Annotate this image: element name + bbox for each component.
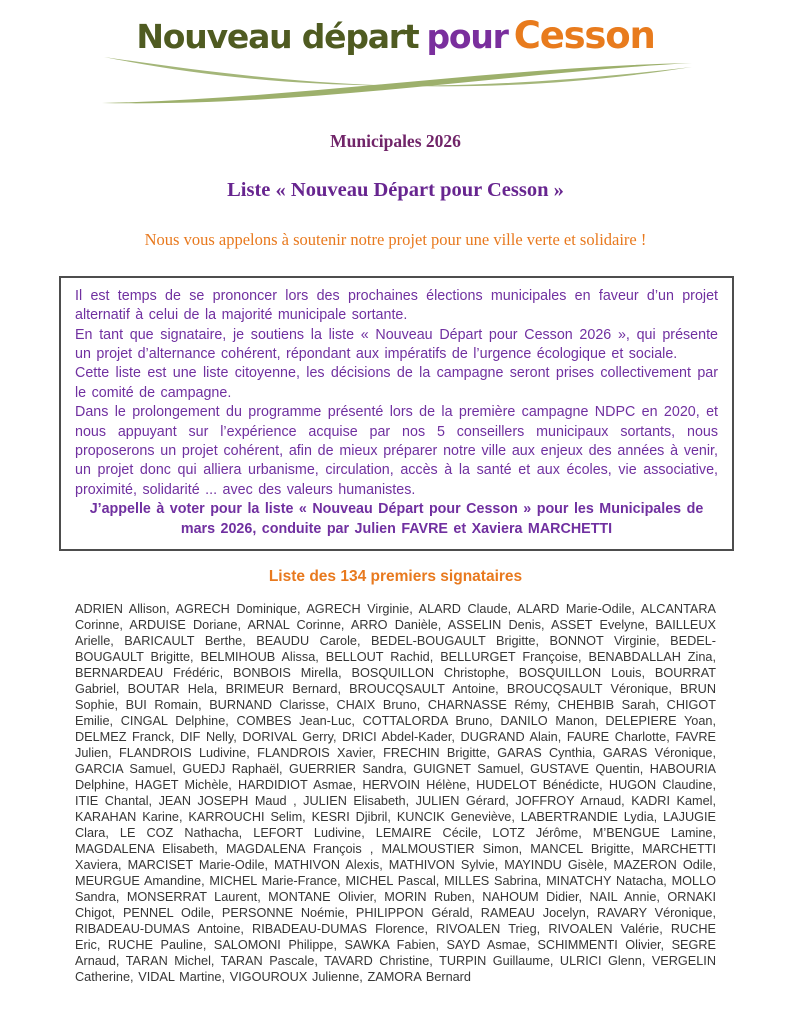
logo-text-pour: pour [426,17,508,56]
list-subtitle: Liste « Nouveau Départ pour Cesson » [227,178,564,201]
logo-swoosh-graphic [96,53,696,107]
manifesto-paragraph-3: Cette liste est une liste citoyenne, les décisions de la campagne seront prises collectivement par le comité de campagne. [75,365,718,401]
appeal-line: Nous vous appelons à soutenir notre projet pour une ville verte et solidaire ! [144,229,647,249]
logo-text-cesson: Cesson [513,14,655,57]
manifesto-paragraph-1: Il est temps de se prononcer lors des prochaines élections municipales en faveur d’un projet alternatif à celui de la majorité municipale sortante. [75,287,718,324]
manifesto-paragraph-2: En tant que signataire, je soutiens la liste « Nouveau Départ pour Cesson 2026 », qui présente un projet d’alternance cohérent, répondant aux impératifs de l’urgence écologique et sociale. [75,326,718,362]
manifesto-box [59,276,734,551]
signatories-names: ADRIEN Allison, AGRECH Dominique, AGRECH Virginie, ALARD Claude, ALARD Marie-Odile, ALCANTARA Corinne, ARDUISE Doriane, ARNAL Corinne, ARRO Danièle, ASSELIN Denis, ASSET Evelyne, BAILLEUX Arielle, BARICAULT Berthe, BEAUDU Carole, BEDEL-BOUGAULT Brigitte, BONNOT Virginie, BEDEL-BOUGAULT Brigitte, BELMIHOUB Alissa, BELLOUT Rachid, BELLURGET Françoise, BENABDALLAH Zina, BERNARDEAU Frédéric, BONBOIS Mirella, BOSQUILLON Christophe, BOSQUILLON Louis, BOURRAT Gabriel, BOUTAR Hela, BRIMEUR Bernard, BROUCQSAULT Antoine, BROUCQSAULT Véronique, BRUN Sophie, BUI Romain, BURNAND Clarisse, CHAIX Bruno, CHARNASSE Rémy, CHEHBIB Sarah, CHIGOT Emilie, CINGAL Delphine, COMBES Jean-Luc, COTTALORDA Bruno, DANILO Manon, DELEPIERE Yoan, DELMEZ Franck, DIF Nelly, DORIVAL Gerry, DRICI Abdel-Kader, DUGRAND Alain, FAURE Charlotte, FAVRE Julien, FLANDROIS Ludivine, FLANDROIS Xavier, FRECHIN Brigitte, GARAS Cynthia, GARAS Véronique, GARCIA Samuel, GUEDJ Raphaël, GUERRIER Sandra, GUIGNET Samuel, GUSTAVE Quentin, HABOURIA Delphine, HAGET Michèle, HARDIDIOT Asmae, HERVOIN Hélène, HUDELOT Bénédicte, HUGON Claudine, ITIE Chantal, JEAN JOSEPH Maud , JULIEN Elisabeth, JULIEN Gérard, JOFFROY Arnaud, KADRI Kamel, KARAHAN Karine, KARROUCHI Selim, KESRI Djibril, KUNCIK Geneviève, LABERTRANDIE Lydia, LAJUGIE Clara, LE COZ Nathacha, LEFORT Ludivine, LEMAIRE Cécile, LOTZ Jérôme, M’BENGUE Lamine, MAGDALENA Elisabeth, MAGDALENA François , MALMOUSTIER Simon, MANCEL Brigitte, MARCHETTI Xaviera, MARCISET Marie-Odile, MATHIVON Alexis, MATHIVON Sylvie, MAYINDU Gisèle, MAZERON Odile, MEURGUE Amandine, MICHEL Marie-France, MICHEL Pascal, MILLES Sabrina, MINATCHY Natacha, MOLLO Sandra, MONSERRAT Laurent, MONTANE Olivier, MORIN Ruben, NAHOUM Didier, NAIL Annie, ORNAKI Chigot, PENNEL Odile, PERSONNE Noémie, PHILIPPON Gérald, RAMEAU Jocelyn, RAVARY Véronique, RIBADEAU-DUMAS Antoine, RIBADEAU-DUMAS Florence, RIVOALEN Trieg, RIVOALEN Valérie, RUCHE Eric, RUCHE Pauline, SALOMONI Philippe, SAWKA Fabien, SAYD Asmae, SCHIMMENTI Olivier, SEGRE Arnaud, TARAN Michel, TARAN Pascale, TAVARD Christine, TURPIN Guillaume, ULRICI Glenn, VERGELIN Catherine, VIDAL Martine, VIGOUROUX Julienne, ZAMORA Bernard [75,601,716,984]
page-title: Municipales 2026 [330,130,461,151]
logo-text-nouveau-depart: Nouveau départ [136,17,419,56]
logo [0,16,791,107]
manifesto-paragraph-4: Dans le prolongement du programme présenté lors de la première campagne NDPC en 2020, et nous appuyant sur l’expérience acquise par nos 5 conseillers municipaux sortants, nous proposerons un projet cohérent, afin de mieux préparer notre ville aux enjeux des années à venir, un projet donc qui alliera urbanisme, circulation, accès à la santé et aux écoles, vie associative, proximité, solidarité ... avec des valeurs humanistes. [75,404,718,498]
manifesto-closing-call: J’appelle à voter pour la liste « Nouveau Départ pour Cesson » pour les Municipales de mars 2026, conduite par Julien FAVRE et Xaviera MARCHETTI [89,501,704,537]
logo-wordmark [0,16,791,57]
signatories-heading: Liste des 134 premiers signataires [268,567,523,585]
